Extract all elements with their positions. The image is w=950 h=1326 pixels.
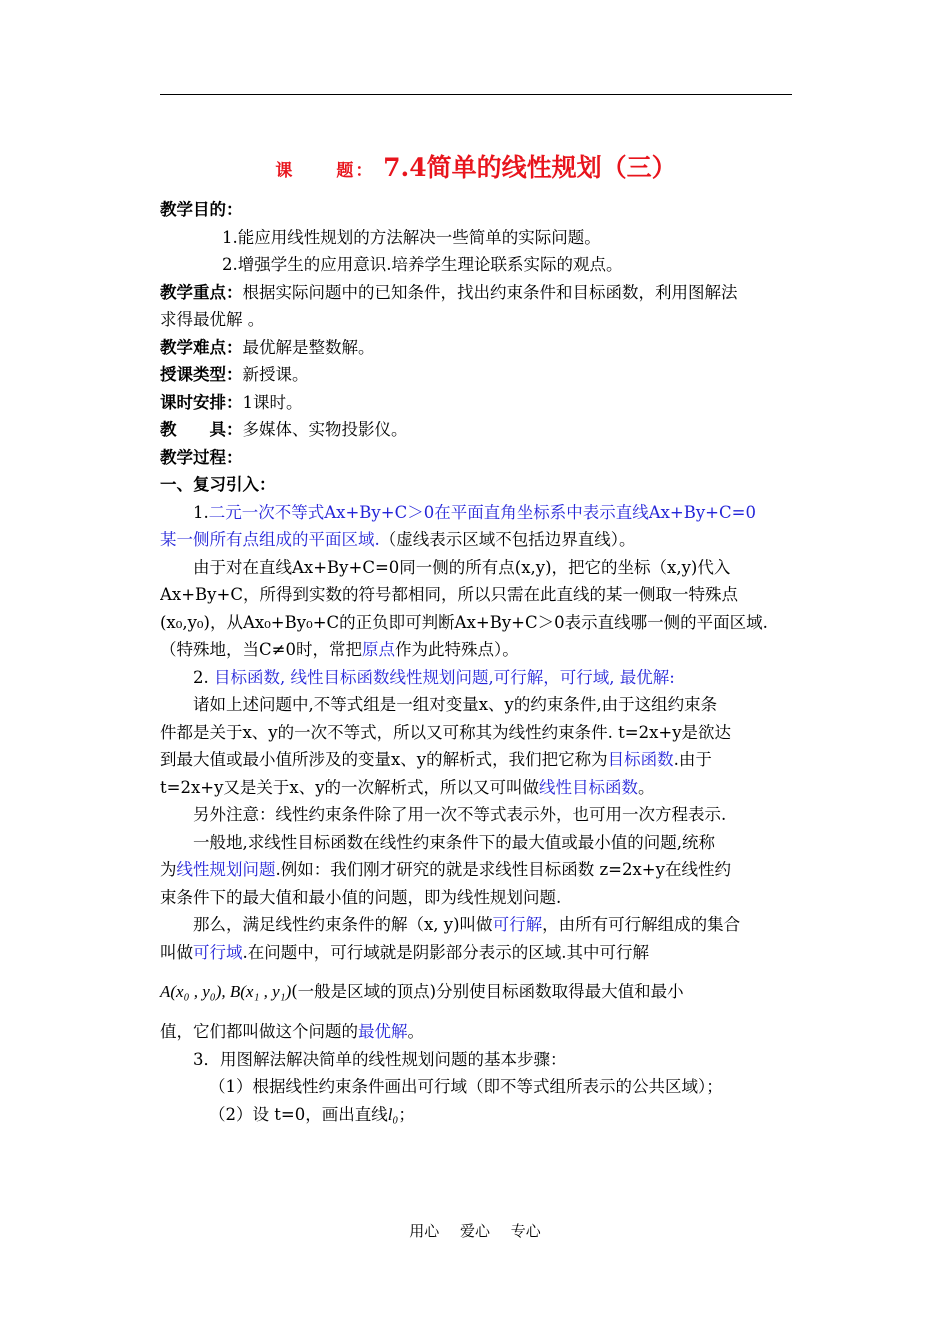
review-p7-line-4 bbox=[160, 1018, 792, 1046]
review-p6-line-2b: .例如：我们刚才研究的就是求线性目标函数 z=2x+y在线性约 bbox=[275, 860, 731, 879]
review-p4-line-2: 件都是关于x、y的一次不等式，所以又可称其为线性约束条件. t=2x+y是欲达 bbox=[160, 722, 732, 742]
objective-item-1: 1.能应用线性规划的方法解决一些简单的实际问题。 bbox=[222, 227, 601, 247]
review-p7-line-1 bbox=[160, 911, 792, 939]
objectives-heading: 教学目的： bbox=[160, 200, 243, 219]
footer-c: 专心 bbox=[510, 1222, 541, 1240]
review-p6-line-2a: 为 bbox=[160, 860, 177, 879]
schedule-label: 课时安排： bbox=[160, 392, 243, 412]
objective-item-2: 2.增强学生的应用意识.培养学生理论联系实际的观点。 bbox=[222, 255, 623, 274]
review-p2-line-4a: （特殊地，当C≠0时，常把 bbox=[160, 640, 362, 659]
review-p1-blue-1: 二元一次不等式Ax+By+C＞0在平面直角坐标系中表示直线Ax+By+C=0 bbox=[208, 502, 756, 522]
review-p7-formula: A(x₀ , y₀), B(x₁ , y₁) bbox=[160, 982, 292, 1002]
lesson-type-line bbox=[160, 361, 792, 389]
page-title bbox=[160, 148, 792, 184]
tools-text: 多媒体、实物投影仪。 bbox=[242, 420, 408, 439]
lesson-type-text: 新授课。 bbox=[242, 365, 309, 384]
step-2a: （2）设 t=0，画出直线 bbox=[209, 1104, 388, 1124]
header-rule bbox=[160, 94, 792, 95]
step-2-formula: l₀ bbox=[387, 1104, 399, 1124]
review-p2-origin: 原点 bbox=[361, 640, 395, 659]
review-p4-line-3 bbox=[160, 746, 792, 774]
review-p4-line-4 bbox=[160, 774, 792, 802]
review-p6-lp-problem: 线性规划问题 bbox=[176, 860, 276, 879]
review-p6-line-2 bbox=[160, 856, 792, 884]
title-main: 7.4简单的线性规划（三） bbox=[383, 153, 677, 182]
page-footer bbox=[0, 1220, 950, 1241]
key-point-line-1 bbox=[160, 279, 792, 307]
review-p2-line-1: 由于对在直线Ax+By+C=0同一侧的所有点(x,y)，把它的坐标（x,y)代入 bbox=[193, 557, 731, 577]
review-p4-linear-objective: 线性目标函数 bbox=[539, 777, 639, 797]
review-p3-blue: 目标函数, 线性目标函数线性规划问题,可行解，可行域, 最优解: bbox=[214, 667, 675, 687]
review-p7-line-4a: 值，它们都叫做这个问题的 bbox=[160, 1022, 358, 1041]
review-p4-line-1: 诸如上述问题中,不等式组是一组对变量x、y的约束条件,由于这组约束条 bbox=[193, 695, 718, 714]
schedule-line bbox=[160, 389, 792, 417]
review-p4-line-4a: t=2x+y又是关于x、y的一次解析式，所以又可叫做 bbox=[160, 777, 540, 797]
review-p4-objective-function: 目标函数 bbox=[607, 750, 674, 769]
key-point-line-2: 求得最优解 。 bbox=[160, 310, 265, 329]
review-p7-line-2 bbox=[160, 939, 792, 967]
review-p4-line-3b: .由于 bbox=[673, 750, 712, 769]
schedule-text: 1课时。 bbox=[242, 392, 303, 412]
review-p7-feasible-region: 可行域 bbox=[193, 942, 243, 962]
review-p4-line-4b: 。 bbox=[638, 777, 655, 797]
footer-a: 用心 bbox=[409, 1222, 440, 1240]
footer-b: 爱心 bbox=[459, 1222, 490, 1240]
process-heading: 教学过程： bbox=[160, 447, 243, 467]
review-p2-line-2: Ax+By+C，所得到实数的符号都相同，所以只需在此直线的某一侧取一特殊点 bbox=[160, 585, 738, 604]
review-heading: 一、复习引入： bbox=[160, 475, 276, 494]
tools-label: 教 具： bbox=[160, 420, 243, 439]
review-p7-line-1a: 那么，满足线性约束条件的解（x, y)叫做 bbox=[193, 915, 493, 934]
review-p1-number: 1. bbox=[193, 502, 209, 522]
review-p7-line-1b: ，由所有可行解组成的集合 bbox=[542, 915, 741, 934]
lesson-type-label: 授课类型： bbox=[160, 365, 243, 384]
review-p4-line-3a: 到最大值或最小值所涉及的变量x、y的解析式，我们把它称为 bbox=[160, 750, 608, 769]
review-p2-line-4b: 作为此特殊点）。 bbox=[394, 640, 519, 659]
review-p6-line-3: 束条件下的最大值和最小值的问题，即为线性规划问题. bbox=[160, 887, 562, 907]
review-p7-optimal-solution: 最优解 bbox=[358, 1022, 408, 1041]
tools-line bbox=[160, 416, 792, 444]
review-p3-number: 2. bbox=[193, 667, 209, 687]
review-p8: 3．用图解法解决简单的线性规划问题的基本步骤： bbox=[193, 1049, 567, 1069]
difficulty-label: 教学难点： bbox=[160, 337, 243, 357]
step-2b: ； bbox=[398, 1104, 415, 1124]
difficulty-text: 最优解是整数解。 bbox=[242, 337, 375, 357]
review-p3 bbox=[160, 664, 792, 692]
review-p5: 另外注意：线性约束条件除了用一次不等式表示外，也可用一次方程表示. bbox=[193, 805, 727, 824]
document-body bbox=[160, 196, 792, 1128]
review-p6-line-1: 一般地,求线性目标函数在线性约束条件下的最大值或最小值的问题,统称 bbox=[193, 832, 715, 852]
review-p2-line-4 bbox=[160, 636, 792, 664]
title-prefix-2: 题 bbox=[336, 161, 356, 181]
title-prefix-1: 课 bbox=[275, 161, 295, 181]
review-p1-blue-2: 某一侧所有点组成的平面区域. bbox=[160, 530, 380, 549]
step-2 bbox=[160, 1101, 792, 1129]
title-colon: ： bbox=[355, 161, 375, 181]
review-p1-rest: （虚线表示区域不包括边界直线）。 bbox=[379, 530, 636, 549]
review-p7-line-3 bbox=[160, 966, 792, 1018]
review-p1-line-2 bbox=[160, 526, 792, 554]
review-p2-line-3: (x₀,y₀)，从Ax₀+By₀+C的正负即可判断Ax+By+C＞0表示直线哪一侧的平面区域. bbox=[160, 612, 768, 632]
key-point-text-1: 根据实际问题中的已知条件，找出约束条件和目标函数，利用图解法 bbox=[242, 282, 738, 302]
title-prefix bbox=[275, 161, 374, 181]
review-p1-line-1 bbox=[160, 499, 792, 527]
review-p7-line-4b: 。 bbox=[407, 1022, 424, 1041]
review-p7-line-2b: .在问题中，可行域就是阴影部分表示的区域.其中可行解 bbox=[242, 942, 649, 962]
review-p7-line-3b: (一般是区域的顶点)分别使目标函数取得最大值和最小 bbox=[291, 982, 684, 1002]
difficulty-line bbox=[160, 334, 792, 362]
key-point-label: 教学重点： bbox=[160, 282, 243, 302]
step-1: （1）根据线性约束条件画出可行域（即不等式组所表示的公共区域）； bbox=[209, 1077, 723, 1096]
review-p7-feasible-solution: 可行解 bbox=[492, 915, 543, 934]
review-p7-line-2a: 叫做 bbox=[160, 942, 193, 962]
